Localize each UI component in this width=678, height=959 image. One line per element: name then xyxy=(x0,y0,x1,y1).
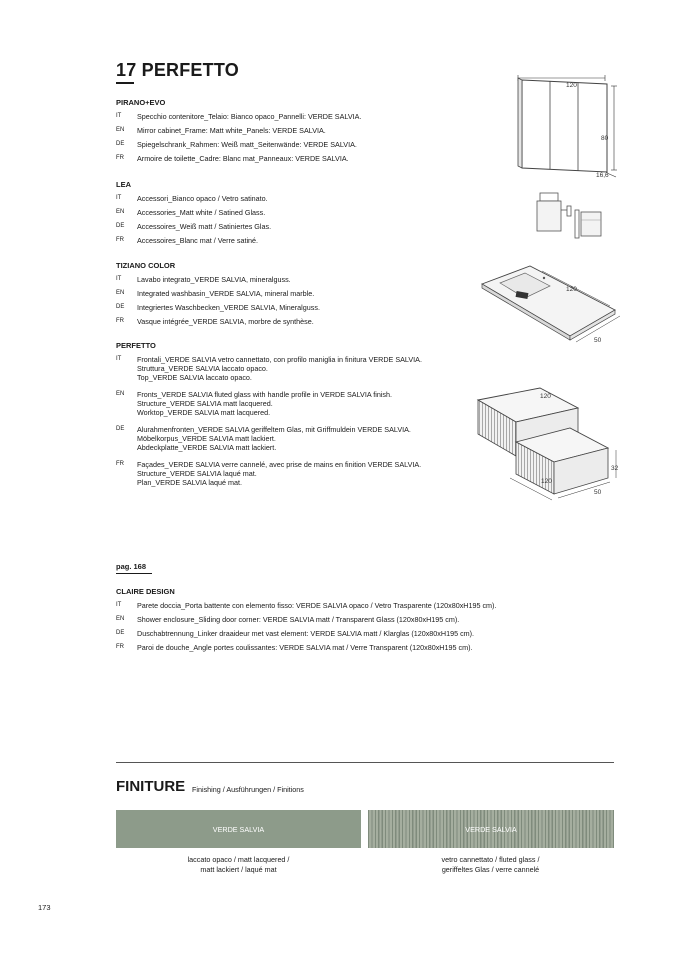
cabinet-height-label: 32 xyxy=(611,465,619,472)
mirror-depth-label: 16,6 xyxy=(596,172,609,179)
spec-text: Mirror cabinet_Frame: Matt white_Panels: VERDE SALVIA. xyxy=(137,126,326,135)
page-reference-underline xyxy=(116,573,152,574)
spec-text: Fronts_VERDE SALVIA fluted glass with handle profile in VERDE SALVIA finish. Structure_VERDE SALVIA matt lacquered. Worktop_VERDE SALVIA matt lacquered. xyxy=(137,390,393,417)
washbasin-drawing xyxy=(470,256,630,356)
page-number: 173 xyxy=(38,903,51,912)
spec-row xyxy=(116,112,486,121)
title-underline xyxy=(116,82,134,84)
cabinet-depth-label: 50 xyxy=(594,489,602,496)
lang-code: FR xyxy=(116,237,124,243)
spec-text: Paroi de douche_Angle portes coulissantes: VERDE SALVIA mat / Verre Transparent (120x80xH195 cm). xyxy=(137,643,473,652)
spec-row xyxy=(116,194,486,203)
product-name: PERFETTO xyxy=(141,60,239,80)
page-reference: pag. 168 xyxy=(116,562,147,571)
lang-code: IT xyxy=(116,113,122,119)
spec-row xyxy=(116,601,616,610)
spec-text: Integriertes Waschbecken_VERDE SALVIA, Mineralguss. xyxy=(137,303,320,312)
finish-swatch-label: VERDE SALVIA xyxy=(465,824,517,834)
spec-row xyxy=(116,643,616,652)
finish-swatch-fluted-glass xyxy=(368,810,614,848)
spec-text: Parete doccia_Porta battente con elemento fisso: VERDE SALVIA opaco / Vetro Trasparente (120x80xH195 cm). xyxy=(137,601,497,610)
lang-code: IT xyxy=(116,195,122,201)
section-perfetto xyxy=(116,341,486,495)
basin-width-label: 120 xyxy=(566,286,577,293)
spec-text: Alurahmenfronten_VERDE SALVIA geriffeltem Glas, mit Griffmuldein VERDE SALVIA. Möbelkorpus_VERDE SALVIA matt lackiert. Abdeckplatte_VERDE SALVIA matt lackiert. xyxy=(137,425,411,452)
lang-code: EN xyxy=(116,127,125,133)
mirror-width-label: 120 xyxy=(566,82,577,89)
mirror-height-label: 80 xyxy=(601,135,609,142)
spec-text: Armoire de toilette_Cadre: Blanc mat_Panneaux: VERDE SALVIA. xyxy=(137,154,349,163)
spec-row xyxy=(116,460,486,487)
spec-text: Accessories_Matt white / Satined Glass. xyxy=(137,208,266,217)
lang-code: DE xyxy=(116,223,125,229)
spec-text: Duschabtrennung_Linker draaideur met vast element: VERDE SALVIA matt / Klarglas (120x80xH195 cm). xyxy=(137,629,475,638)
section-heading: PERFETTO xyxy=(116,341,156,350)
lang-code: DE xyxy=(116,426,125,432)
divider xyxy=(116,762,614,763)
spec-row xyxy=(116,222,486,231)
spec-text: Lavabo integrato_VERDE SALVIA, mineralguss. xyxy=(137,275,291,284)
lang-code: EN xyxy=(116,616,125,622)
lang-code: IT xyxy=(116,276,122,282)
section-heading: PIRANO+EVO xyxy=(116,98,166,107)
lang-code: FR xyxy=(116,644,124,650)
spec-row xyxy=(116,236,486,245)
spec-text: Integrated washbasin_VERDE SALVIA, mineral marble. xyxy=(137,289,315,298)
cabinet-top-width-label: 120 xyxy=(540,393,551,400)
lang-code: EN xyxy=(116,391,125,397)
finish-caption-fluted-glass: vetro cannettato / fluted glass / geriffeltes Glas / verre cannelé xyxy=(441,855,540,874)
lea-accessories-drawing xyxy=(525,188,615,248)
spec-row xyxy=(116,615,616,624)
lang-code: FR xyxy=(116,318,124,324)
finish-caption-lacquered: laccato opaco / matt lacquered / matt lackiert / laqué mat xyxy=(187,855,290,874)
spec-row xyxy=(116,355,486,382)
lang-code: IT xyxy=(116,356,122,362)
spec-text: Façades_VERDE SALVIA verre cannelé, avec prise de mains en finition VERDE SALVIA. Structure_VERDE SALVIA laqué mat. Plan_VERDE SALVIA laqué mat. xyxy=(137,460,422,487)
spec-row xyxy=(116,289,486,298)
spec-row xyxy=(116,208,486,217)
product-number: 17 xyxy=(116,60,137,80)
section-pirano-evo xyxy=(116,98,486,168)
lang-code: EN xyxy=(116,290,125,296)
lang-code: DE xyxy=(116,304,125,310)
cabinet-drawing xyxy=(470,382,630,507)
spec-text: Accessoires_Blanc mat / Verre satiné. xyxy=(137,236,259,245)
spec-text: Specchio contenitore_Telaio: Bianco opaco_Pannelli: VERDE SALVIA. xyxy=(137,112,362,121)
spec-row xyxy=(116,126,486,135)
section-heading: TIZIANO COLOR xyxy=(116,261,176,270)
lang-code: DE xyxy=(116,630,125,636)
section-heading: CLAIRE DESIGN xyxy=(116,587,175,596)
finish-swatch-lacquered xyxy=(116,810,361,848)
section-claire-design xyxy=(116,587,616,657)
section-heading: LEA xyxy=(116,180,131,189)
basin-depth-label: 50 xyxy=(594,337,602,344)
spec-row xyxy=(116,390,486,417)
spec-text: Shower enclosure_Sliding door corner: VERDE SALVIA matt / Transparent Glass (120x80xH195 cm). xyxy=(137,615,460,624)
spec-row xyxy=(116,629,616,638)
spec-row xyxy=(116,425,486,452)
finishes-title: FINITURE xyxy=(116,778,186,795)
spec-row xyxy=(116,275,486,284)
spec-row xyxy=(116,154,486,163)
mirror-cabinet-drawing xyxy=(470,66,630,186)
spec-text: Accessori_Bianco opaco / Vetro satinato. xyxy=(137,194,268,203)
spec-text: Frontali_VERDE SALVIA vetro cannettato, con profilo maniglia in finitura VERDE SALVIA. Struttura_VERDE SALVIA laccato opaco. Top_VERDE SALVIA laccato opaco. xyxy=(137,355,422,382)
lang-code: FR xyxy=(116,461,124,467)
spec-text: Accessoires_Weiß matt / Satiniertes Glas. xyxy=(137,222,272,231)
lang-code: EN xyxy=(116,209,125,215)
section-lea xyxy=(116,180,486,250)
section-tiziano-color xyxy=(116,261,486,331)
spec-text: Spiegelschrank_Rahmen: Weiß matt_Seitenwände: VERDE SALVIA. xyxy=(137,140,357,149)
lang-code: IT xyxy=(116,602,122,608)
spec-row xyxy=(116,303,486,312)
cabinet-bottom-width-label: 120 xyxy=(541,478,552,485)
lang-code: FR xyxy=(116,155,124,161)
finishes-subtitle: Finishing / Ausführungen / Finitions xyxy=(192,785,304,794)
lang-code: DE xyxy=(116,141,125,147)
page-title xyxy=(116,60,239,81)
finish-swatch-label: VERDE SALVIA xyxy=(212,824,265,834)
spec-row xyxy=(116,140,486,149)
spec-text: Vasque intégrée_VERDE SALVIA, morbre de synthèse. xyxy=(137,317,314,326)
spec-row xyxy=(116,317,486,326)
